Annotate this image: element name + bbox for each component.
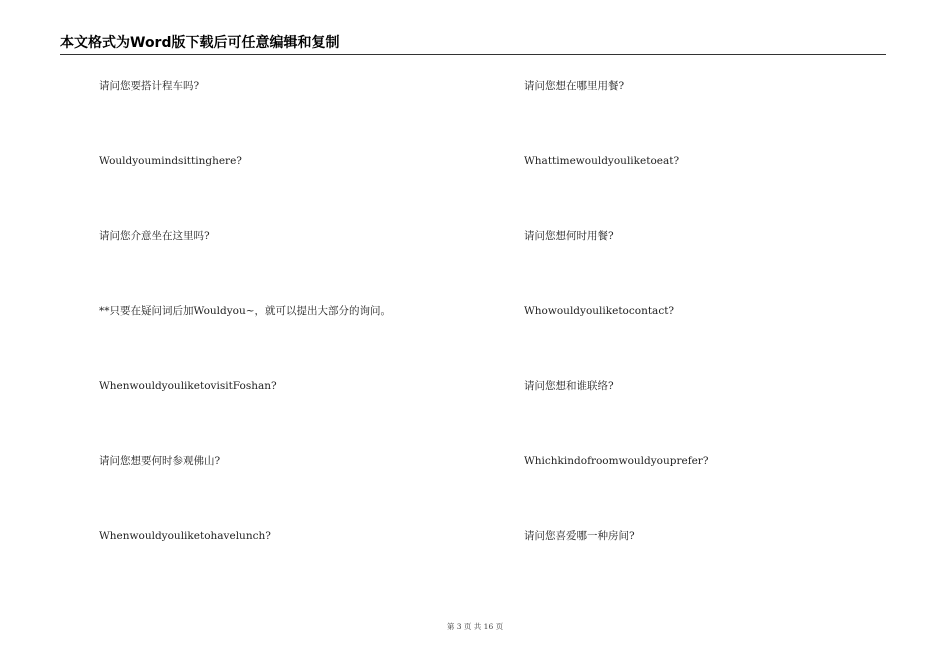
- text-line: Whowouldyouliketocontact?: [524, 305, 675, 317]
- text-line: Whichkindofroomwouldyouprefer?: [524, 455, 709, 467]
- text-line: Whattimewouldyouliketoeat?: [524, 155, 680, 167]
- text-line: 请问您想何时用餐?: [524, 230, 614, 242]
- text-line: 请问您想在哪里用餐?: [524, 80, 625, 92]
- page-number: 第 3 页 共 16 页: [446, 622, 504, 631]
- text-line: 请问您介意坐在这里吗?: [99, 230, 210, 242]
- text-line: 请问您想要何时参观佛山?: [99, 455, 221, 467]
- text-line: Whenwouldyouliketohavelunch?: [99, 530, 271, 542]
- text-line: **只要在疑问词后加Wouldyou~，就可以提出大部分的询问。: [99, 305, 392, 317]
- page-header: [60, 34, 886, 55]
- text-line: 请问您想和谁联络?: [524, 380, 614, 392]
- text-line: 请问您要搭计程车吗?: [99, 80, 200, 92]
- text-line: Wouldyoumindsittinghere?: [99, 155, 242, 167]
- text-line: 请问您喜爱哪一种房间?: [524, 530, 635, 542]
- text-line: WhenwouldyouliketovisitFoshan?: [99, 380, 277, 392]
- page-title: 本文格式为Word版下载后可任意编辑和复制: [60, 35, 340, 51]
